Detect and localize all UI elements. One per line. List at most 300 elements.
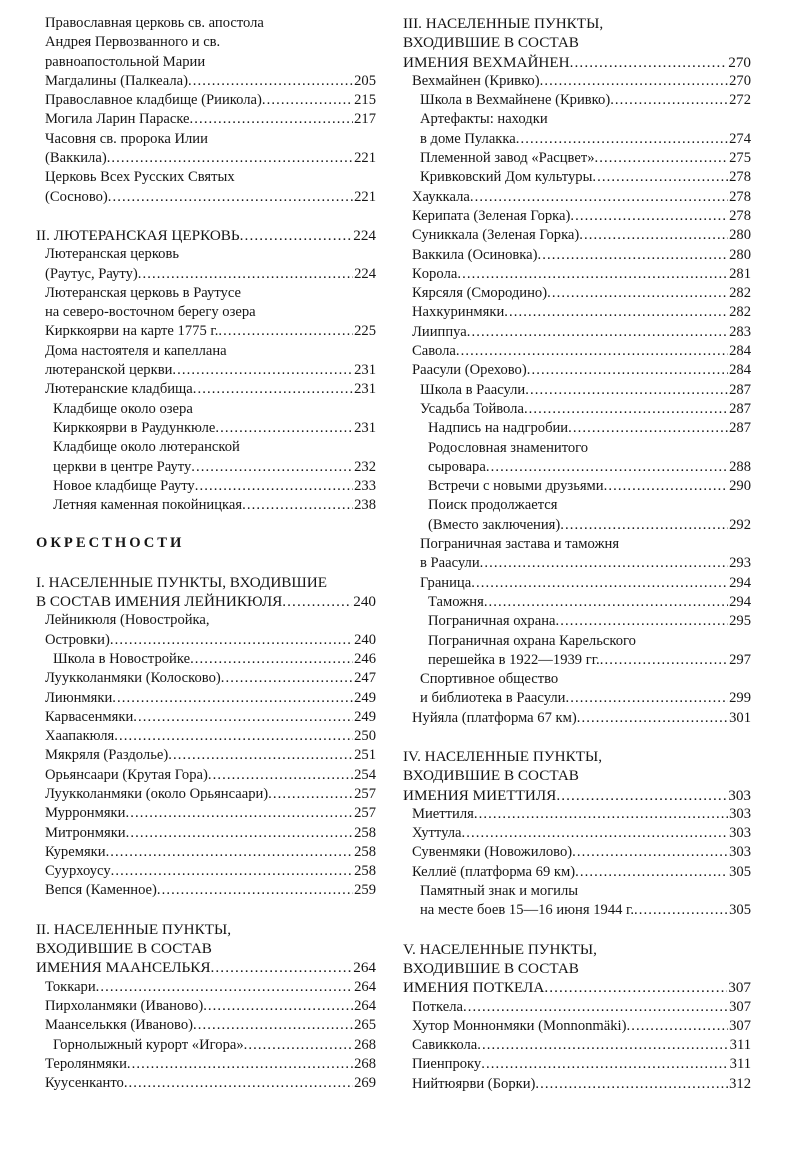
toc-entry[interactable]: [403, 670, 751, 709]
dot-leader: [626, 1017, 728, 1036]
page-number: 303: [729, 825, 751, 842]
entry-title-line: Лютеранские кладбища: [45, 381, 193, 398]
toc-entry[interactable]: [36, 130, 376, 169]
entry-title-line: лютеранской церкви: [45, 362, 173, 379]
page-number: 292: [729, 516, 751, 533]
entry-title-line: Православная церковь св. апостола: [45, 15, 264, 31]
section-spacer: [36, 207, 376, 226]
page-number: 274: [729, 130, 751, 147]
dot-leader: [211, 958, 353, 977]
entry-title-line: Андрея Первозванного и св.: [45, 34, 221, 51]
entry-title-line: Лютеранская церковь в Раутусе: [45, 284, 241, 301]
entry-title-line: Теролянмяки: [45, 1055, 127, 1072]
entry-title-line: Луукколанмяки (Колосково): [45, 670, 221, 687]
toc-entry[interactable]: [36, 766, 376, 785]
dot-leader: [138, 265, 353, 284]
page-number: 240: [354, 631, 376, 648]
page-number: 221: [354, 188, 376, 205]
toc-entry[interactable]: [403, 843, 751, 862]
entry-title-line: ИМЕНИЯ МААНСЕЛЬКЯ: [36, 959, 211, 977]
dot-leader: [282, 592, 352, 611]
entry-title-line: Куусенканто: [45, 1075, 124, 1092]
entry-title-line: Могила Ларин Параске: [45, 111, 190, 128]
page-number: 264: [353, 959, 376, 977]
page-number: 231: [354, 381, 376, 398]
dot-leader: [221, 669, 353, 688]
toc-entry[interactable]: [403, 303, 751, 322]
page-number: 215: [354, 92, 376, 109]
toc-entry[interactable]: [403, 188, 751, 207]
toc-entry[interactable]: [403, 91, 751, 110]
toc-entry[interactable]: [403, 863, 751, 882]
page-number: 311: [729, 1037, 751, 1054]
page-number: 303: [728, 786, 751, 804]
dot-leader: [218, 322, 353, 341]
part-heading: ОКРЕСТНОСТИ: [36, 535, 185, 552]
page-number: 258: [354, 824, 376, 841]
toc-entry[interactable]: [403, 361, 751, 380]
entry-title-line: Мякряля (Раздолье): [45, 747, 169, 764]
toc-entry[interactable]: [36, 997, 376, 1016]
entry-title-line: перешейка в 1922—1939 гг.: [428, 651, 600, 668]
page-number: 293: [729, 555, 751, 572]
page-number: 282: [729, 285, 751, 302]
dot-leader: [477, 1036, 728, 1055]
dot-leader: [133, 708, 353, 727]
page-number: 288: [729, 458, 751, 475]
page-number: 224: [353, 226, 376, 244]
page-number: 231: [354, 362, 376, 379]
entry-title-line: Хутор Моннонмяки (Monnonmäki): [412, 1017, 627, 1034]
entry-title-line: II. ЛЮТЕРАНСКАЯ ЦЕРКОВЬ: [36, 226, 240, 244]
entry-title-line: ИМЕНИЯ МИЕТТИЛЯ: [403, 786, 557, 804]
entry-title-line: на месте боев 15—16 июня 1944 г.: [420, 902, 635, 919]
toc-entry[interactable]: [36, 689, 376, 708]
dot-leader: [191, 458, 353, 477]
toc-entry[interactable]: [403, 110, 751, 149]
entry-title-line: Хуттула: [412, 825, 462, 842]
toc-entry[interactable]: [36, 862, 376, 881]
dot-leader: [190, 650, 353, 669]
page-number: 238: [354, 497, 376, 514]
toc-entry[interactable]: [403, 323, 751, 342]
entry-title-line: Маансельккя (Иваново): [45, 1017, 193, 1034]
entry-title-line: на северо-восточном берегу озера: [45, 304, 256, 321]
dot-leader: [114, 727, 353, 746]
toc-entry[interactable]: [36, 881, 376, 900]
page-number: 268: [354, 1055, 376, 1072]
dot-leader: [481, 1055, 728, 1074]
entry-title-line: Усадьба Тойвола: [420, 400, 524, 417]
dot-leader: [188, 72, 353, 91]
toc-section-entry[interactable]: [36, 226, 376, 245]
entry-title-line: Нийтюярви (Борки): [412, 1075, 536, 1092]
dot-leader: [208, 766, 353, 785]
entry-title-line: Пограничная охрана Карельского: [428, 632, 636, 649]
page-number: 249: [354, 708, 376, 725]
entry-title-line: Хаапакюля: [45, 728, 115, 745]
dot-leader: [240, 226, 353, 245]
page-number: 250: [354, 728, 376, 745]
toc-entry[interactable]: [403, 419, 751, 438]
page-number: 280: [729, 227, 751, 244]
page-number: 278: [729, 188, 751, 205]
toc-entry[interactable]: [36, 1074, 376, 1093]
entry-title-line: Пограничная застава и таможня: [420, 536, 620, 553]
dot-leader: [470, 188, 728, 207]
dot-leader: [463, 998, 728, 1017]
page-number: 275: [729, 150, 751, 167]
entry-title-line: Лейникюля (Новостройка,: [45, 612, 210, 629]
entry-title-line: Горнолыжный курорт «Игора»: [53, 1036, 244, 1053]
entry-title-line: (Раутус, Рауту): [45, 265, 138, 282]
entry-title-line: Надпись на надгробии: [428, 420, 569, 437]
entry-title-line: Родословная знаменитого: [428, 439, 589, 456]
entry-title-line: IV. НАСЕЛЕННЫЕ ПУНКТЫ,: [403, 747, 603, 765]
entry-title-line: Пограничная охрана: [428, 613, 556, 630]
entry-title-line: в доме Пулакка: [420, 130, 516, 147]
entry-title-line: ВХОДИВШИЕ В СОСТАВ: [403, 34, 579, 52]
toc-entry[interactable]: [36, 669, 376, 688]
dot-leader: [268, 785, 353, 804]
toc-entry[interactable]: [36, 342, 376, 381]
page-number: 259: [354, 882, 376, 899]
toc-right-column: [403, 14, 751, 1094]
toc-entry[interactable]: [36, 380, 376, 399]
page-number: 307: [728, 979, 751, 997]
dot-leader: [474, 805, 728, 824]
page-number: 257: [354, 785, 376, 802]
section-spacer: [403, 728, 751, 747]
entry-title-line: Орьянсаари (Крутая Гора): [45, 766, 208, 783]
toc-entry[interactable]: [36, 477, 376, 496]
dot-leader: [547, 284, 728, 303]
toc-entry[interactable]: [36, 284, 376, 342]
entry-title-line: Островки): [45, 631, 110, 648]
toc-entry[interactable]: [403, 824, 751, 843]
toc-entry[interactable]: [403, 400, 751, 419]
dot-leader: [480, 554, 728, 573]
page-number: 287: [729, 400, 751, 417]
toc-entry[interactable]: [403, 207, 751, 226]
entry-title-line: Савола: [412, 343, 456, 360]
toc-entry[interactable]: [403, 1075, 751, 1094]
entry-title-line: II. НАСЕЛЕННЫЕ ПУНКТЫ,: [36, 920, 232, 938]
dot-leader: [504, 303, 728, 322]
page-number: 301: [729, 709, 751, 726]
toc-section-entry[interactable]: [36, 573, 376, 612]
page-number: 270: [728, 53, 751, 71]
toc-entry[interactable]: [403, 265, 751, 284]
toc-entry[interactable]: [403, 496, 751, 535]
page-number: 297: [729, 651, 751, 668]
toc-entry[interactable]: [36, 1055, 376, 1074]
toc-entry[interactable]: [403, 168, 751, 187]
page-number: 272: [729, 92, 751, 109]
dot-leader: [568, 419, 728, 438]
dot-leader: [215, 419, 353, 438]
dot-leader: [484, 593, 728, 612]
entry-title-line: Кирккоярви в Раудункюле: [53, 419, 216, 436]
toc-entry[interactable]: [36, 91, 376, 110]
toc-entry[interactable]: [403, 149, 751, 168]
dot-leader: [525, 381, 728, 400]
dot-leader: [538, 246, 729, 265]
dot-leader: [125, 804, 353, 823]
page-number: 282: [729, 304, 751, 321]
dot-leader: [168, 746, 353, 765]
entry-title-line: Артефакты: находки: [420, 111, 548, 128]
page-number: 232: [354, 458, 376, 475]
entry-title-line: Кладбище около лютеранской: [53, 439, 240, 456]
page-number: 257: [354, 805, 376, 822]
dot-leader: [579, 226, 728, 245]
dot-leader: [108, 188, 353, 207]
entry-title-line: I. НАСЕЛЕННЫЕ ПУНКТЫ, ВХОДИВШИЕ: [36, 573, 327, 591]
entry-title-line: Часовня св. пророка Илии: [45, 130, 208, 147]
page-number: 287: [729, 381, 751, 398]
page-number: 264: [354, 997, 376, 1014]
page-number: 224: [354, 265, 376, 282]
page-number: 299: [729, 690, 751, 707]
page-number: 303: [729, 805, 751, 822]
entry-title-line: Раасули (Орехово): [412, 362, 527, 379]
entry-title-line: Поиск продолжается: [428, 497, 558, 514]
page-number: 278: [729, 207, 751, 224]
page-number: 231: [354, 419, 376, 436]
entry-title-line: Савиккола: [412, 1037, 478, 1054]
toc-entry[interactable]: [403, 535, 751, 574]
entry-title-line: Православное кладбище (Риикола): [45, 92, 262, 109]
page-number: 246: [354, 650, 376, 667]
page-number: 258: [354, 863, 376, 880]
dot-leader: [195, 477, 353, 496]
entry-title-line: Церковь Всех Русских Святых: [45, 169, 235, 186]
dot-leader: [107, 149, 353, 168]
page-number: 284: [729, 343, 751, 360]
dot-leader: [527, 361, 728, 380]
dot-leader: [111, 862, 353, 881]
entry-title-line: Келлиё (платформа 69 км): [412, 863, 576, 880]
entry-title-line: Лиюнмяки: [45, 689, 113, 706]
dot-leader: [126, 824, 354, 843]
dot-leader: [565, 689, 728, 708]
entry-title-line: Вепся (Каменное): [45, 882, 157, 899]
toc-section-entry[interactable]: [403, 14, 751, 72]
dot-leader: [172, 361, 353, 380]
dot-leader: [577, 709, 728, 728]
entry-title-line: (Вместо заключения): [428, 516, 561, 533]
page-number: 311: [729, 1056, 751, 1073]
dot-leader: [560, 516, 728, 535]
toc-entry[interactable]: [403, 477, 751, 496]
toc-entry[interactable]: [403, 805, 751, 824]
entry-title-line: равноапостольной Марии: [45, 53, 206, 70]
entry-title-line: Кирккоярви на карте 1775 г.: [45, 323, 219, 340]
dot-leader: [112, 689, 353, 708]
dot-leader: [203, 997, 353, 1016]
page-number: 303: [729, 844, 751, 861]
section-spacer: [36, 554, 376, 573]
toc-entry[interactable]: [403, 574, 751, 593]
page-number: 284: [729, 362, 751, 379]
dot-leader: [556, 612, 729, 631]
entry-title-line: ВХОДИВШИЕ В СОСТАВ: [403, 959, 579, 977]
toc-entry[interactable]: [36, 1016, 376, 1035]
toc-section-entry[interactable]: [403, 940, 751, 998]
toc-entry[interactable]: [403, 439, 751, 478]
toc-entry[interactable]: [403, 1036, 751, 1055]
toc-entry[interactable]: [36, 168, 376, 207]
page-number: 247: [354, 670, 376, 687]
dot-leader: [486, 458, 728, 477]
dot-leader: [471, 574, 728, 593]
toc-entry[interactable]: [36, 804, 376, 823]
dot-leader: [467, 323, 728, 342]
entry-title-line: Новое кладбище Рауту: [53, 477, 195, 494]
entry-title-line: ВХОДИВШИЕ В СОСТАВ: [36, 940, 212, 958]
toc-section-entry[interactable]: [403, 747, 751, 805]
page-number: 233: [354, 477, 376, 494]
entry-title-line: Кладбище около озера: [53, 400, 193, 417]
page-number: 305: [729, 863, 751, 880]
entry-title-line: (Ваккила): [45, 150, 107, 167]
entry-title-line: Миеттиля: [412, 805, 474, 822]
toc-entry[interactable]: [36, 1036, 376, 1055]
dot-leader: [634, 901, 728, 920]
page-number: 307: [729, 1017, 751, 1034]
dot-leader: [575, 863, 728, 882]
entry-title-line: сыровара: [428, 458, 486, 475]
toc-entry[interactable]: [36, 727, 376, 746]
toc-entry[interactable]: [403, 284, 751, 303]
dot-leader: [570, 207, 728, 226]
dot-leader: [193, 1016, 353, 1035]
page-number: 307: [729, 998, 751, 1015]
page-number: 290: [729, 478, 751, 495]
entry-title-line: (Сосново): [45, 188, 108, 205]
dot-leader: [540, 72, 729, 91]
toc-entry[interactable]: [36, 14, 376, 91]
toc-entry[interactable]: [403, 593, 751, 612]
toc-entry[interactable]: [36, 438, 376, 477]
page-number: 240: [353, 593, 376, 611]
dot-leader: [604, 477, 729, 496]
dot-leader: [262, 91, 353, 110]
toc-entry[interactable]: [36, 650, 376, 669]
entry-title-line: в Раасули: [420, 555, 480, 572]
page-number: 269: [354, 1075, 376, 1092]
page-number: 305: [729, 902, 751, 919]
page-number: 283: [729, 323, 751, 340]
toc-entry[interactable]: [36, 978, 376, 997]
toc-entry[interactable]: [403, 882, 751, 921]
entry-title-line: V. НАСЕЛЕННЫЕ ПУНКТЫ,: [403, 940, 597, 958]
toc-entry[interactable]: [36, 824, 376, 843]
entry-title-line: Керипата (Зеленая Горка): [412, 207, 571, 224]
toc-entry[interactable]: [36, 708, 376, 727]
page-number: 221: [354, 150, 376, 167]
dot-leader: [456, 342, 728, 361]
entry-title-line: Суниккала (Зеленая Горка): [412, 227, 580, 244]
toc-entry[interactable]: [403, 342, 751, 361]
toc-entry[interactable]: [36, 611, 376, 650]
entry-title-line: Поткела: [412, 998, 463, 1015]
page-number: 217: [354, 111, 376, 128]
entry-title-line: Кopoла: [412, 265, 458, 282]
toc-entry[interactable]: [403, 612, 751, 631]
dot-leader: [242, 496, 353, 515]
entry-title-line: Хауккала: [412, 188, 470, 205]
dot-leader: [592, 168, 728, 187]
dot-leader: [610, 91, 728, 110]
toc-entry[interactable]: [403, 1055, 751, 1074]
page-number: 280: [729, 246, 751, 263]
entry-title-line: Граница: [420, 574, 472, 591]
entry-title-line: Мурронмяки: [45, 805, 126, 822]
toc-entry[interactable]: [403, 998, 751, 1017]
entry-title-line: Кярсяля (Смородино): [412, 285, 548, 302]
page-number: 295: [729, 613, 751, 630]
toc-entry[interactable]: [36, 245, 376, 284]
entry-title-line: Племенной завод «Расцвет»: [420, 150, 595, 167]
page-number: 270: [729, 72, 751, 89]
toc-entry[interactable]: [403, 226, 751, 245]
entry-title-line: Митронмяки: [45, 824, 126, 841]
toc-entry[interactable]: [403, 72, 751, 91]
entry-title-line: церкви в центре Рауту: [53, 458, 192, 475]
toc-entry[interactable]: [36, 746, 376, 765]
toc-entry[interactable]: [403, 246, 751, 265]
toc-entry[interactable]: [36, 110, 376, 129]
dot-leader: [193, 380, 353, 399]
toc-section-entry[interactable]: [36, 920, 376, 978]
page-number: 287: [729, 420, 751, 437]
entry-title-line: В СОСТАВ ИМЕНИЯ ЛЕЙНИКЮЛЯ: [36, 593, 283, 611]
toc-entry[interactable]: [403, 632, 751, 671]
toc-entry[interactable]: [36, 843, 376, 862]
entry-title-line: Лииппуа: [412, 323, 467, 340]
entry-title-line: Сувенмяки (Новожилово): [412, 844, 573, 861]
entry-title-line: III. НАСЕЛЕННЫЕ ПУНКТЫ,: [403, 15, 604, 32]
entry-title-line: Пирхоланмяки (Иваново): [45, 997, 204, 1014]
toc-entry[interactable]: [403, 1017, 751, 1036]
dot-leader: [127, 1055, 353, 1074]
toc-entry[interactable]: [36, 400, 376, 439]
entry-title-line: и библиотека в Раасули: [420, 690, 566, 707]
entry-title-line: Магдалины (Палкеала): [45, 72, 188, 89]
dot-leader: [157, 881, 353, 900]
entry-title-line: Таможня: [428, 593, 484, 610]
page-number: 258: [354, 843, 376, 860]
page-number: 278: [729, 169, 751, 186]
page-number: 251: [354, 747, 376, 764]
entry-title-line: Памятный знак и могилы: [420, 883, 579, 900]
dot-leader: [524, 400, 728, 419]
toc-entry[interactable]: [403, 709, 751, 728]
entry-title-line: Вехмайнен (Кривко): [412, 72, 540, 89]
toc-entry[interactable]: [36, 785, 376, 804]
toc-entry[interactable]: [36, 496, 376, 515]
dot-leader: [96, 978, 353, 997]
dot-leader: [535, 1075, 728, 1094]
page-number: 294: [729, 593, 751, 610]
page-number: 281: [729, 265, 751, 282]
entry-title-line: Школа в Вехмайнене (Кривко): [420, 92, 611, 109]
page-number: 225: [354, 323, 376, 340]
dot-leader: [190, 110, 354, 129]
toc-entry[interactable]: [403, 381, 751, 400]
